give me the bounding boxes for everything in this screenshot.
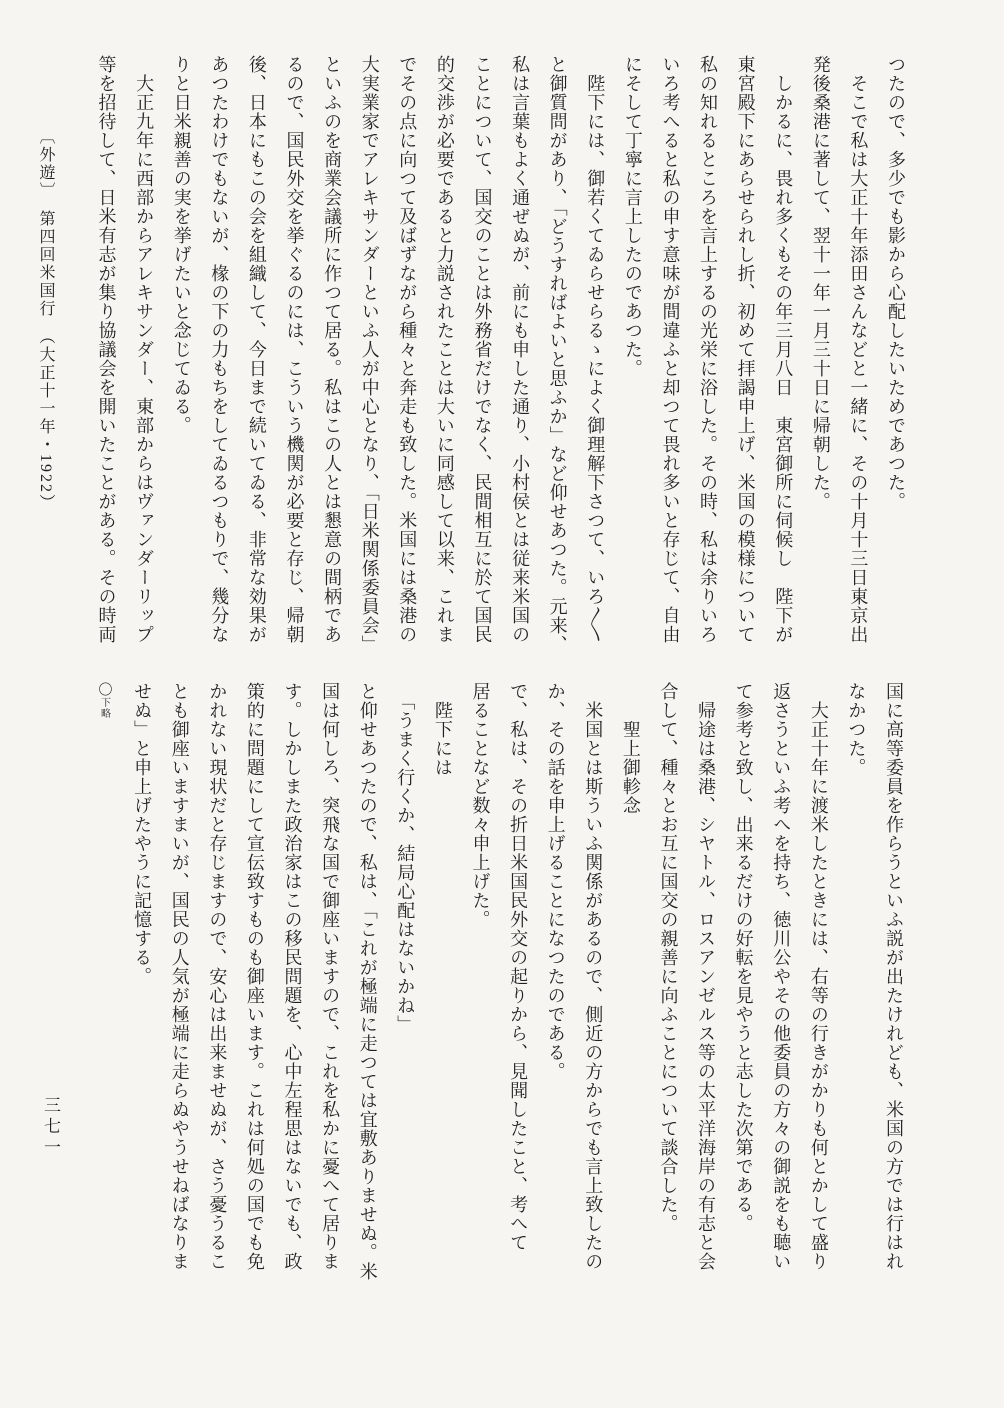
text-line: なかつた。 xyxy=(846,682,867,777)
text-line: 返さうといふ考へを持ち、徳川公やその他委員の方々の御説をも聴い xyxy=(771,682,792,1271)
omission-note xyxy=(84,682,123,1282)
text-line: にそして丁寧に言上したのであつた。 xyxy=(622,55,643,378)
text-line: か、その話を申上げることになつたのである。 xyxy=(545,682,566,1081)
text-line: ことについて、国交のことは外務省だけでなく、民間相互に於て国民 xyxy=(472,55,493,644)
text-line: るので、国民外交を挙ぐるのには、こういう機関が必要と存じ、帰朝 xyxy=(284,55,305,644)
text-line: せぬ」と申上げたやうに記憶する。 xyxy=(132,682,153,986)
text-line: あつたわけでもないが、椽の下の力もちをしてゐるつもりで、幾分な xyxy=(209,55,230,644)
text-line: 私の知れるところを言上するの光栄に浴した。その時、私は余りいろ xyxy=(698,55,719,644)
text-line: 発後桑港に著して、翌十一年一月三十日に帰朝した。 xyxy=(810,55,831,511)
text-line: しかるに、畏れ多くもその年三月八日 東宮御所に伺候し 陛下が xyxy=(773,55,794,644)
top-text-block xyxy=(87,55,914,654)
text-line: いろ考へると私の申す意味が間違ふと却つて畏れ多いと存じて、自由 xyxy=(660,55,681,644)
text-line: そこで私は大正十年添田さんなどと一緒に、その十月十三日東京出 xyxy=(848,55,869,644)
text-line: 「うまく行くか、結局心配はないかね」 xyxy=(395,682,416,1034)
text-line: 東宮殿下にあらせられし折、初めて拝謁申上げ、米国の模様について xyxy=(735,55,756,644)
text-line: 私は言葉もよく通ぜぬが、前にも申した通り、小村侯とは従来米国の xyxy=(510,55,531,644)
text-line: 帰途は桑港、シヤトル、ロスアンゼルス等の太平洋海岸の有志と会 xyxy=(696,682,717,1271)
text-line: でその点に向つて及ばずながら種々と奔走も致した。米国には桑港の xyxy=(397,55,418,644)
text-line: と御質問があり、「どうすればよいと思ふか」など仰せあつた。元来、 xyxy=(547,55,568,654)
page-number: 三七一 xyxy=(41,1096,60,1159)
text-line: りと日米親善の実を挙げたいと念じてゐる。 xyxy=(171,55,192,435)
text-line: 大実業家でアレキサンダーといふ人が中心となり、「日米関係委員会」 xyxy=(359,55,380,654)
text-line: 米国とは斯ういふ関係があるので、側近の方からでも言上致したの xyxy=(583,682,604,1271)
text-line: 大正十年に渡米したときには、右等の行きがかりも何とかして盛り xyxy=(808,682,829,1271)
text-line: で、私は、その折日米国民外交の起りから、見聞したこと、考へて xyxy=(508,682,529,1252)
running-header: 〔外遊〕 第四回米国行 （大正十一年・1922） xyxy=(37,128,54,512)
text-line: 策的に問題にして宣伝致すものも御座います。これは何処の国でも免 xyxy=(244,682,265,1271)
text-line: とも御座いますまいが、国民の人気が極端に走らぬやうせねばなりま xyxy=(169,682,190,1271)
text-line: 陛下には、御若くてゐらせらるゝによく御理解下さつて、いろ〱 xyxy=(585,55,606,643)
text-line: 陛下には xyxy=(432,682,453,777)
text-line: 大正九年に西部からアレキサンダー、東部からはヴァンダーリップ xyxy=(134,55,155,644)
text-line: 合して、種々とお互に国交の親善に向ふことについて談合した。 xyxy=(658,682,679,1233)
text-line: 等を招待して、日米有志が集り協議会を開いたことがある。その時両 xyxy=(96,55,117,644)
text-line: て参考と致し、出来るだけの好転を見やうと志した次第である。 xyxy=(733,682,754,1233)
text-line: す。しかしまた政治家はこの移民問題を、心中左程思はないでも、政 xyxy=(282,682,303,1271)
text-line: かれない現状だと存じますので、安心は出来ませぬが、さう憂うるこ xyxy=(207,682,228,1271)
text-line: 的交渉が必要であると力説されたことは大いに同感して以来、これま xyxy=(434,55,455,644)
text-line: といふのを商業会議所に作つて居る。私はこの人とは懇意の間柄であ xyxy=(322,55,343,644)
circle-mark: 〇 xyxy=(96,682,112,697)
text-line: 国に高等委員を作らうといふ説が出たけれども、米国の方では行はれ xyxy=(884,682,904,1271)
bottom-text-block xyxy=(84,682,912,1282)
omission-note-label: 下略 xyxy=(98,697,110,719)
text-line: 国は何しろ、突飛な国で御座いますので、これを私かに憂へて居りま xyxy=(320,682,341,1271)
text-line: と仰せあつたので、私は、「これが極端に走つては宜敷ありませぬ。米 xyxy=(357,682,378,1281)
text-line: 後、日本にもこの会を組織して、今日まで続いてゐる、非常な効果が xyxy=(246,55,267,644)
section-heading: 聖上御軫念 xyxy=(620,682,641,815)
text-line: つたので、多少でも影から心配したいためであつた。 xyxy=(886,55,906,511)
text-line: 居ることなど数々申上げた。 xyxy=(470,682,491,929)
